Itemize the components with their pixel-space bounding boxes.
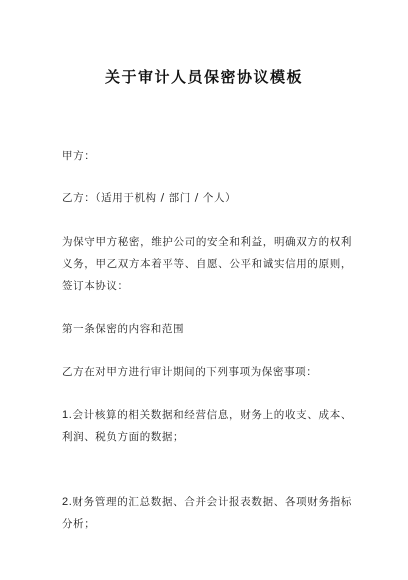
item-number: 1. [62,409,73,421]
intro-paragraph: 为保守甲方秘密，维护公司的安全和利益，明确双方的权利义务，甲乙双方本着平等、自愿、公平和诚实信用的原则，签订本协议： [62,236,352,292]
document-title: 关于审计人员保密协议模板 [104,68,303,86]
confidential-items-intro: 乙方在对甲方进行审计期间的下列事项为保密事项： [62,366,318,378]
item-text: 会计核算的相关数据和经营信息，财务上的收支、成本、利润、税负方面的数据； [62,409,352,443]
list-item [62,491,352,535]
party-a-line: 甲方： [62,150,96,162]
item-number: 2. [62,496,73,508]
list-item [62,404,352,448]
party-b-line: 乙方：（适用于机构 / 部门 / 个人） [62,192,237,204]
item-text: 财务管理的汇总数据、合并会计报表数据、各项财务指标分析； [62,496,352,530]
article-1-heading: 第一条保密的内容和范围 [62,323,185,335]
